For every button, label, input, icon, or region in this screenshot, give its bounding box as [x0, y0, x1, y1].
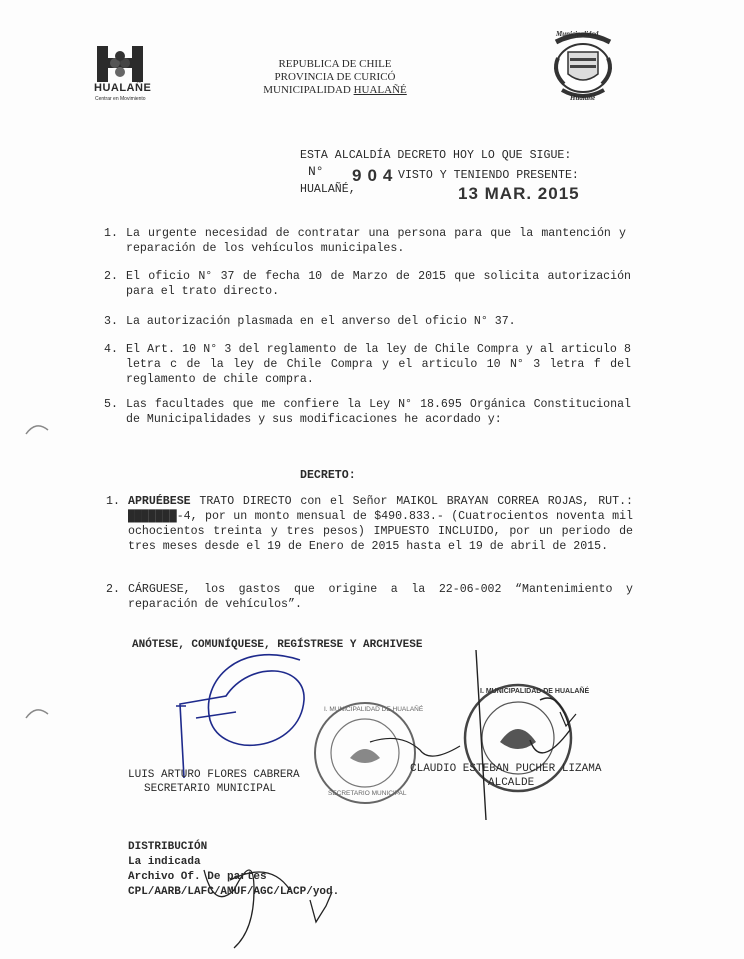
mayor-stamp-top: I. MUNICIPALIDAD DE HUALAÑÉ	[480, 688, 590, 695]
logo-name: HUALAÑE	[94, 82, 152, 94]
distribution-title: DISTRIBUCIÓN	[128, 841, 208, 853]
decree-number: 904	[352, 166, 399, 185]
logo-tagline: Centrar en Movimiento	[95, 96, 146, 102]
seal-bottom-text: Hualañé	[570, 94, 596, 102]
binder-hole-mark-icon	[22, 704, 50, 724]
secretary-stamp-top: I. MUNICIPALIDAD DE HUALAÑÉ	[324, 706, 424, 713]
seal-top-text: Municipalidad	[556, 30, 599, 38]
secretary-name: LUIS ARTURO FLORES CABRERA	[128, 769, 300, 781]
header-line-province: PROVINCIA DE CURICÓ	[274, 71, 396, 83]
secretary-stamp-bottom: SECRETARIO MUNICIPAL	[328, 790, 407, 797]
decreto-title: DECRETO:	[300, 469, 356, 482]
binder-hole-mark-icon	[22, 420, 50, 440]
visto-heading: VISTO Y TENIENDO PRESENTE:	[398, 169, 579, 182]
visto-item-2: 2. El oficio N° 37 de fecha 10 de Marzo de 2015 que solicita autorización para el trato directo.	[104, 270, 631, 298]
distribution-line-1: La indicada	[128, 856, 201, 868]
decreto-item-2: 2. CÁRGUESE, los gastos que origine a la 22-06-002 “Mantenimiento y reparación de vehículos”.	[106, 583, 633, 611]
municipality-name: HUALAÑÉ	[353, 84, 407, 96]
distribution-line-3: CPL/AARB/LAFC/AMUF/AGC/LACP/yod.	[128, 886, 340, 898]
date-stamp: 13 MAR. 2015	[458, 184, 580, 203]
decree-intro: ESTA ALCALDÍA DECRETO HOY LO QUE SIGUE:	[300, 149, 572, 162]
mayor-name: CLAUDIO ESTEBAN PUCHER LIZAMA	[410, 763, 602, 775]
mayor-title: ALCALDE	[488, 777, 535, 789]
apruebese-label: APRUÉBESE	[128, 495, 191, 508]
distribution-line-2: Archivo Of. De partes	[128, 871, 267, 883]
visto-item-5: 5. Las facultades que me confiere la Ley N° 18.695 Orgánica Constitucional de Municipalidades y sus modificaciones he acordado y:	[104, 398, 631, 426]
closing-formula: ANÓTESE, COMUNÍQUESE, REGÍSTRESE Y ARCHIVESE	[132, 639, 423, 651]
visto-item-4: 4. El Art. 10 N° 3 del reglamento de la ley de Chile Compra y al articulo 8 letra c de la ley de Chile Compra y el articulo 10 N° 3 letra f del reglamento de chile compra.	[104, 343, 631, 386]
decreto-item-1: 1. APRUÉBESE TRATO DIRECTO con el Señor MAIKOL BRAYAN CORREA ROJAS, RUT.: ███████-4, por un monto mensual de $490.833.- (Cuatrocientos noventa mil ochocientos treinta y tres pesos) IMPUESTO INCLUIDO, por un periodo de tres meses desde el 19 de Enero de 2015 hasta el 19 de abril de 2015.	[106, 495, 633, 553]
decree-place: HUALAÑÉ,	[300, 183, 356, 196]
secretary-title: SECRETARIO MUNICIPAL	[144, 783, 277, 795]
header-line-municipality: MUNICIPALIDAD HUALAÑÉ	[263, 84, 407, 96]
visto-item-3: 3. La autorización plasmada en el anverso del oficio N° 37.	[104, 315, 516, 328]
decree-number-prefix: N°	[308, 164, 324, 179]
header-line-republic: REPUBLICA DE CHILE	[278, 58, 392, 70]
visto-item-1: 1. La urgente necesidad de contratar una persona para que la mantención y reparación de los vehículos municipales.	[104, 227, 626, 255]
